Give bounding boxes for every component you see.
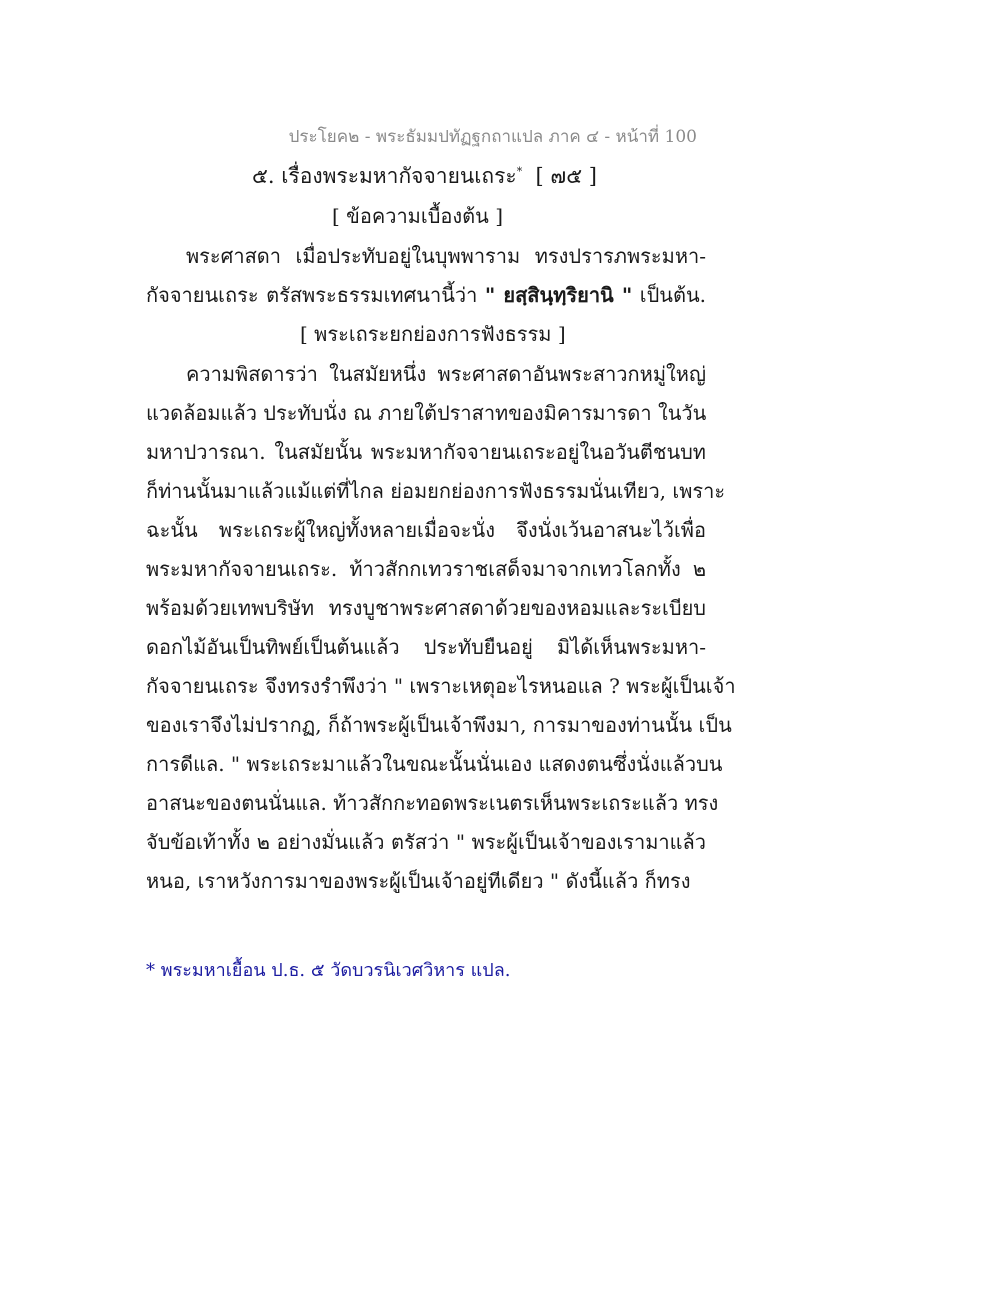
body-line: ความพิสดารว่า ในสมัยหนึ่ง พระศาสดาอันพระสาวกหมู่ใหญ่	[186, 362, 706, 386]
story-number: [ ๗๕ ]	[535, 164, 597, 188]
body-line: หนอ, เราหวังการมาของพระผู้เป็นเจ้าอยู่ทีเดียว " ดังนี้แล้ว ก็ทรง	[146, 869, 691, 893]
body-line: ฉะนั้น พระเถระผู้ใหญ่ทั้งหลายเมื่อจะนั่ง จึงนั่งเว้นอาสนะไว้เพื่อ	[146, 518, 706, 542]
body-line: จับข้อเท้าทั้ง ๒ อย่างมั่นแล้ว ตรัสว่า " พระผู้เป็นเจ้าของเรามาแล้ว	[146, 830, 706, 854]
section-heading: [ พระเถระยกย่องการฟังธรรม ]	[300, 322, 566, 346]
body-line: แวดล้อมแล้ว ประทับนั่ง ณ ภายใต้ปราสาทของมิคารมารดา ในวัน	[146, 401, 707, 425]
footnote-marker: *	[516, 165, 523, 178]
body-line: พระมหากัจจายนเถระ. ท้าวสักกเทวราชเสด็จมาจากเทวโลกทั้ง ๒	[146, 557, 706, 581]
body-line: การดีแล. " พระเถระมาแล้วในขณะนั้นนั่นเอง แสดงตนซึ่งนั่งแล้วบน	[146, 752, 723, 776]
story-title-text: ๕. เรื่องพระมหากัจจายนเถระ	[252, 164, 517, 188]
body-line: กัจจายนเถระ จึงทรงรำพึงว่า " เพราะเหตุอะไรหนอแล ? พระผู้เป็นเจ้า	[146, 674, 736, 698]
body-line: ของเราจึงไม่ปรากฏ, ก็ถ้าพระผู้เป็นเจ้าพึงมา, การมาของท่านนั้น เป็น	[146, 713, 732, 737]
intro-line-2-text: กัจจายนเถระ ตรัสพระธรรมเทศนานี้ว่า	[146, 283, 485, 307]
pali-keyword: " ยสฺสินฺทฺริยานิ "	[484, 283, 633, 307]
body-line: อาสนะของตนนั่นแล. ท้าวสักกะทอดพระเนตรเห็นพระเถระแล้ว ทรง	[146, 791, 719, 815]
story-title	[252, 160, 597, 193]
body-line: มหาปวารณา. ในสมัยนั้น พระมหากัจจายนเถระอยู่ในอวันตีชนบท	[146, 440, 706, 464]
opening-heading: [ ข้อความเบื้องต้น ]	[332, 204, 503, 228]
body-line: พร้อมด้วยเทพบริษัท ทรงบูชาพระศาสดาด้วยของหอมและระเบียบ	[146, 596, 706, 620]
body-line: ก็ท่านนั้นมาแล้วแม้แต่ที่ไกล ย่อมยกย่องการฟังธรรมนั่นเทียว, เพราะ	[146, 479, 726, 503]
running-header: ประโยค๒ - พระธัมมปทัฏฐกถาแปล ภาค ๔ - หน้าที่ 100	[288, 127, 697, 147]
intro-line-1: พระศาสดา เมื่อประทับอยู่ในบุพพาราม ทรงปรารภพระมหา-	[186, 244, 706, 268]
intro-line-2-end: เป็นต้น.	[632, 283, 706, 307]
footnote: * พระมหาเยื้อน ป.ธ. ๕ วัดบวรนิเวศวิหาร แปล.	[146, 960, 511, 981]
intro-line-2	[146, 279, 706, 311]
body-line: ดอกไม้อันเป็นทิพย์เป็นต้นแล้ว ประทับยืนอยู่ มิได้เห็นพระมหา-	[146, 635, 706, 659]
